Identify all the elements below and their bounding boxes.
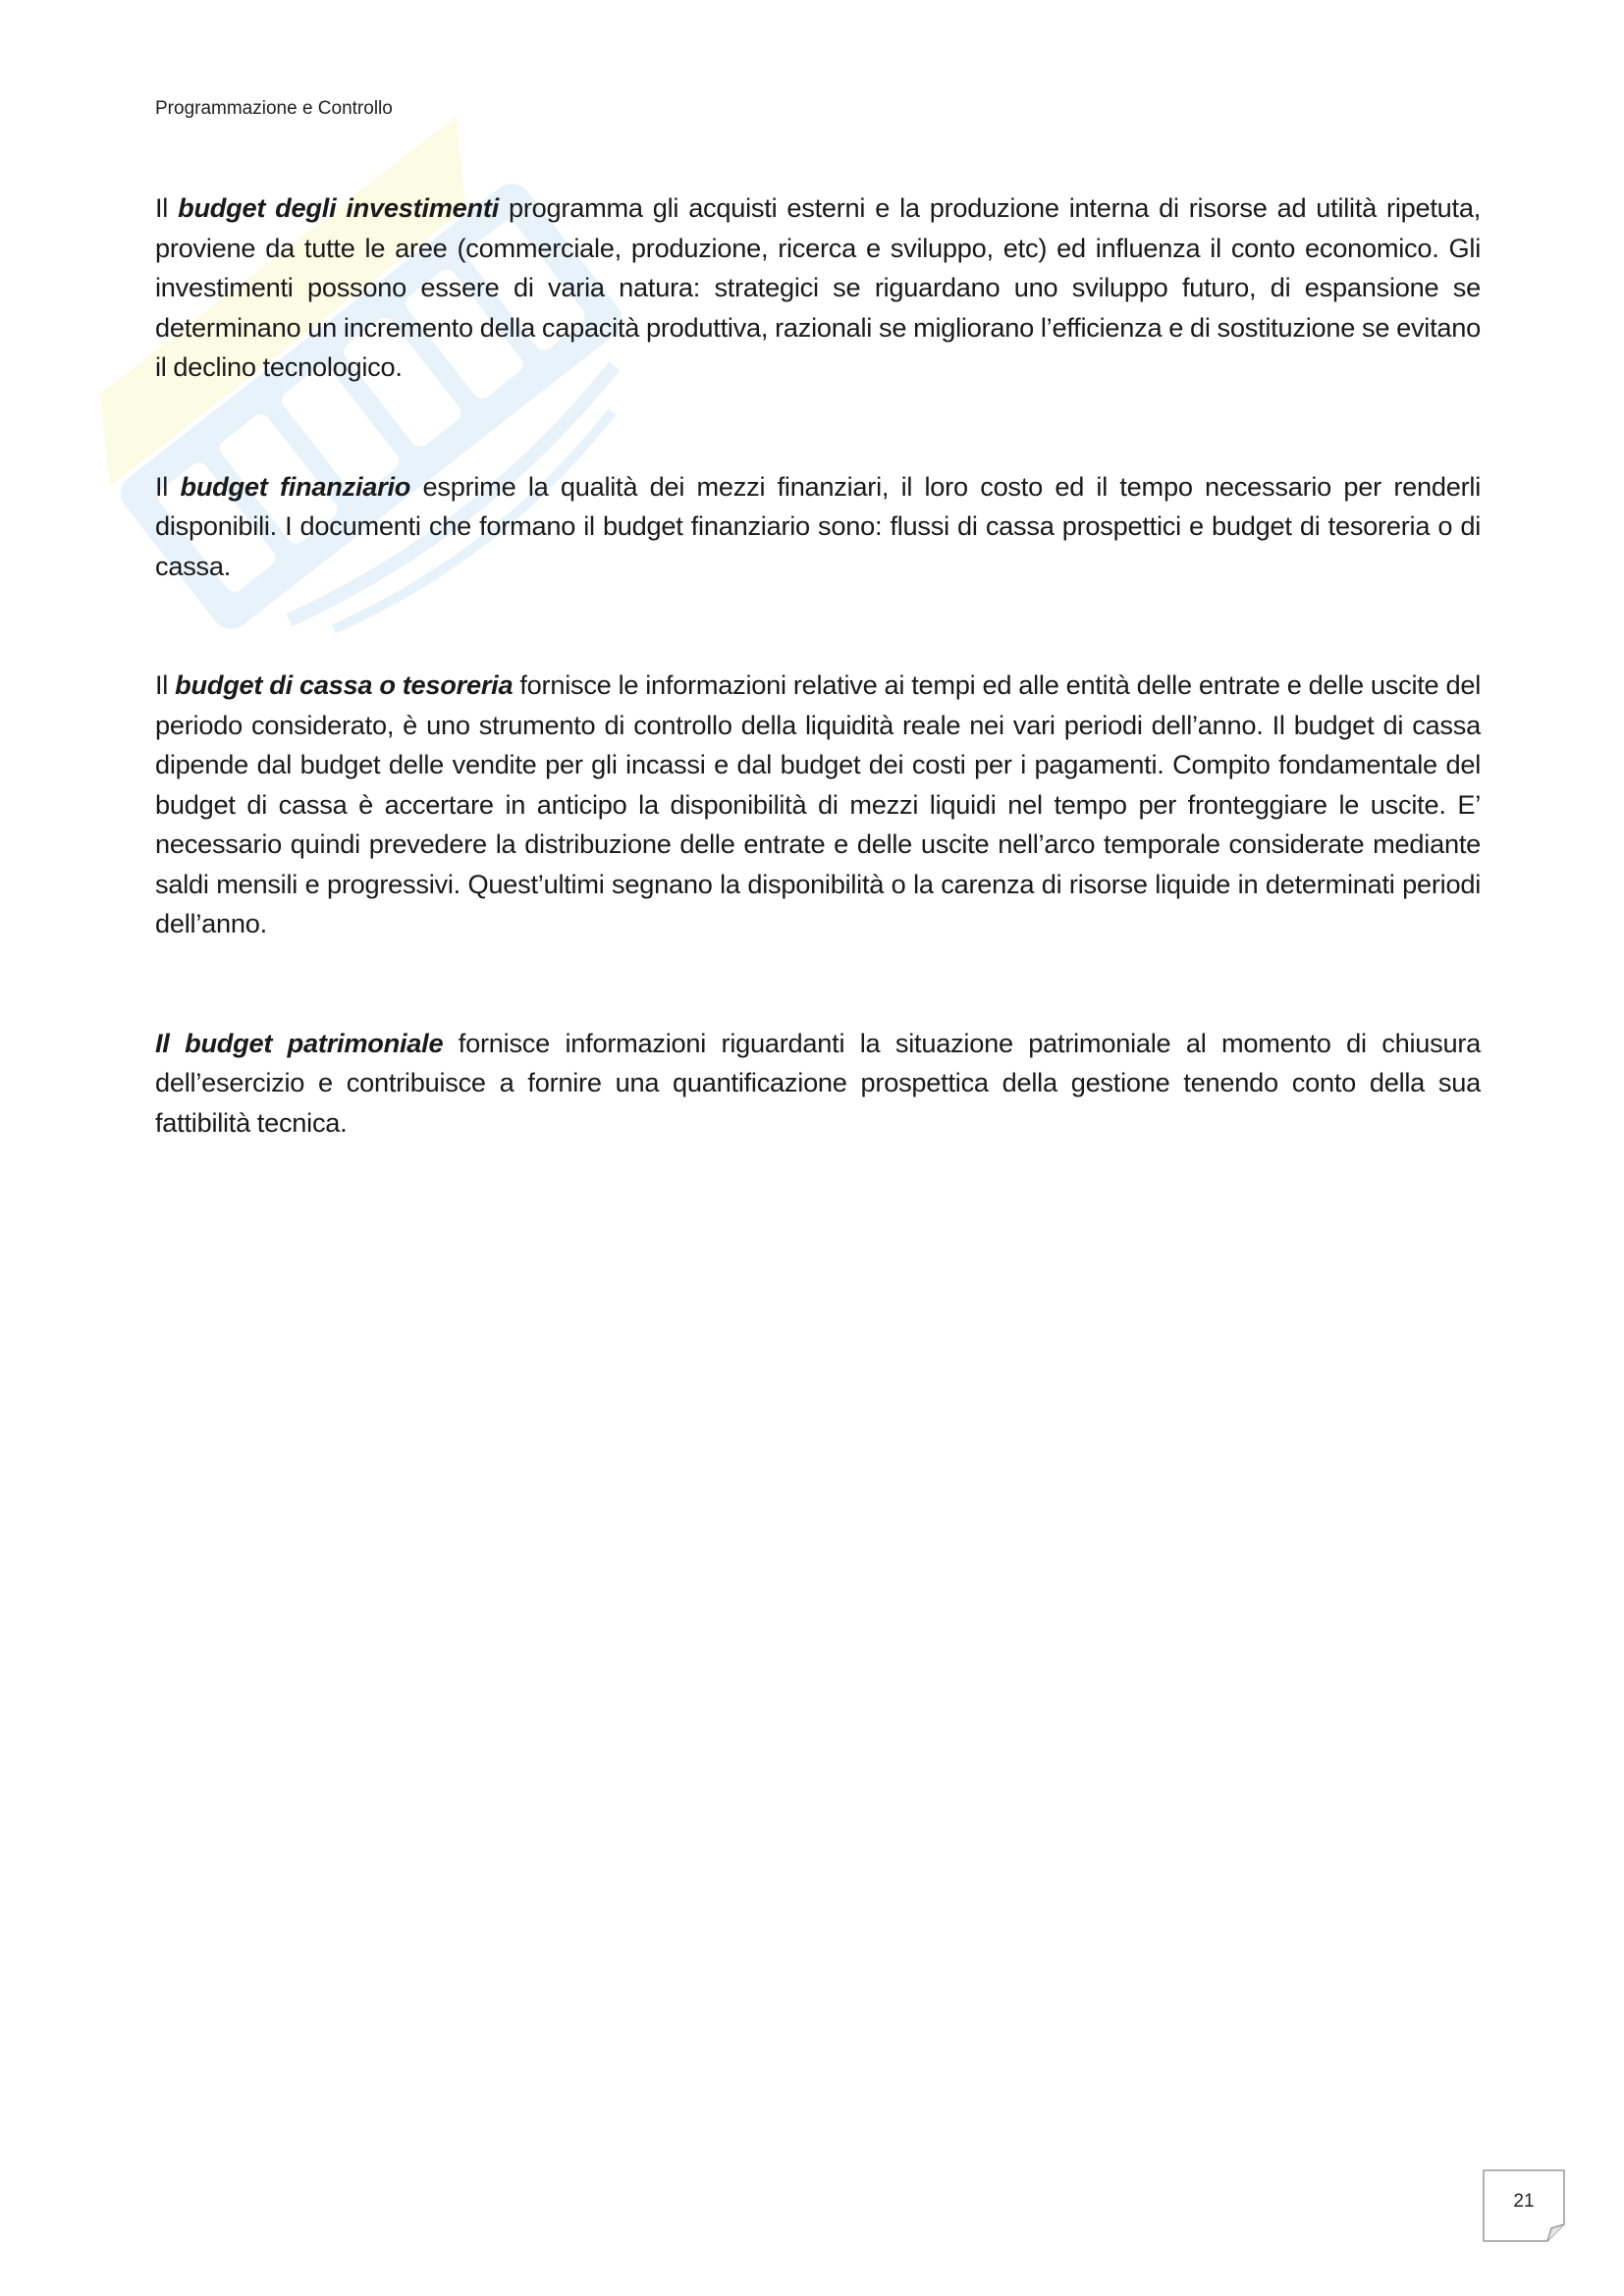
term-budget-cassa: budget di cassa o tesoreria [175,669,514,700]
page-number-box [1483,2169,1565,2242]
term-budget-finanziario: budget finanziario [180,470,411,502]
term-budget-patrimoniale: Il budget patrimoniale [155,1027,444,1058]
paragraph-text: fornisce le informazioni relative ai tempi ed alle entità delle entrate e delle uscite del periodo considerato, è uno strumento di controllo della liquidità reale nei vari periodi dell’anno. Il budget di cassa dipende dal budget delle vendite per gli incassi e dal budget dei costi per i pagamenti. Compito fondamentale del budget di cassa è accertare in anticipo la disponibilità di mezzi liquidi nel tempo per fronteggiare le uscite. E’ necessario quindi prevedere la distribuzione delle entrate e delle uscite nell’arco temporale considerate mediante saldi mensili e progressivi. Quest’ultimi segnano la disponibilità o la carenza di risorse liquide in determinati periodi dell’anno. [155,669,1481,938]
page-number: 21 [1513,2191,1535,2212]
paragraph-budget-patrimoniale [155,1024,1481,1144]
paragraph-budget-cassa [155,666,1481,944]
paragraph-lead: Il [155,192,179,223]
running-header: Programmazione e Controllo [155,98,393,119]
paragraph-text: esprime la qualità dei mezzi finanziari, il loro costo ed il tempo necessario per renderli disponibili. I documenti che formano il budget finanziario sono: flussi di cassa prospettici e budget di tesoreria o di cassa. [155,470,1481,581]
paragraph-lead: Il [155,669,176,700]
document-body [155,188,1481,1143]
paragraph-lead: Il [155,470,181,502]
paragraph-budget-finanziario [155,467,1481,587]
paragraph-text: programma gli acquisti esterni e la produzione interna di risorse ad utilità ripetuta, proviene da tutte le aree (commerciale, produzione, ricerca e sviluppo, etc) ed influenza il conto economico. Gli investimenti possono essere di varia natura: strategici se riguardano uno sviluppo futuro, di espansione se determinano un incremento della capacità produttiva, razionali se migliorano l’efficienza e di sostituzione se evitano il declino tecnologico. [155,192,1481,382]
paragraph-text: fornisce informazioni riguardanti la situazione patrimoniale al momento di chiusura dell’esercizio e contribuisce a fornire una quantificazione prospettica della gestione tenendo conto della sua fattibilità tecnica. [155,1027,1481,1138]
paragraph-budget-investimenti [155,188,1481,388]
term-budget-investimenti: budget degli investimenti [178,192,500,223]
